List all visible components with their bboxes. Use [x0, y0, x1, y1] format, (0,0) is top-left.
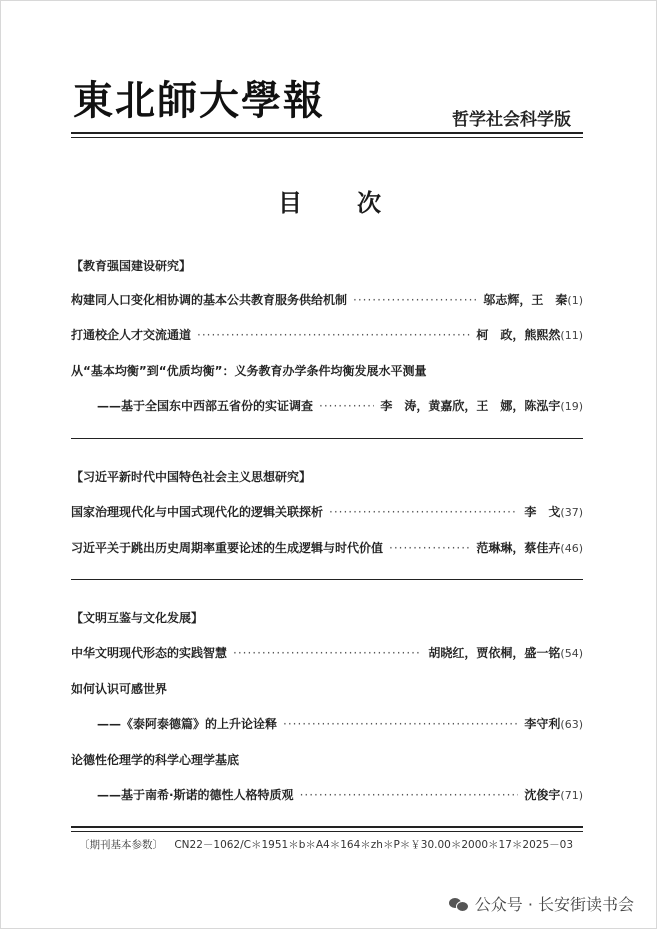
entry-authors: 胡晓红，贾依桐，盛一铭: [428, 646, 561, 660]
entry-page: (71): [560, 789, 583, 802]
leader-dots: [283, 717, 518, 731]
leader-dots: [197, 328, 470, 342]
toc-entry[interactable]: [97, 715, 583, 732]
entry-page: (37): [560, 506, 583, 519]
entry-page: (63): [560, 718, 583, 731]
entry-title: 打通校企人才交流通道: [71, 328, 192, 342]
entry-authors: 李守利: [524, 717, 561, 731]
entry-page: (54): [560, 647, 583, 660]
section-title: 【教育强国建设研究】: [71, 259, 192, 273]
entry-subtitle: ——《泰阿泰德篇》的上升论诠释: [97, 717, 278, 731]
entry-page: (19): [560, 400, 583, 413]
footer-rule-bottom: [71, 831, 583, 832]
entry-subtitle: ——基于全国东中西部五省份的实证调查: [97, 399, 314, 413]
section-title: 【文明互鉴与文化发展】: [71, 611, 204, 625]
toc-entry[interactable]: [71, 503, 583, 520]
entry-authors: 柯 政，熊熙然: [476, 328, 561, 342]
toc-entry[interactable]: [71, 326, 583, 343]
entry-authors: 范琳琳，蔡佳卉: [476, 541, 561, 555]
footer-rule-top: [71, 826, 583, 828]
toc-entry[interactable]: [97, 786, 583, 803]
entry-authors: 李 戈: [524, 505, 561, 519]
toc-heading: 目次: [278, 189, 436, 217]
entry-title: 国家治理现代化与中国式现代化的逻辑关联探析: [71, 505, 324, 519]
journal-title: 東北師大學報: [73, 77, 325, 124]
entry-title: 如何认识可感世界: [71, 682, 168, 696]
entry-authors: 邬志辉，王 秦: [483, 293, 568, 307]
entry-page: (11): [560, 329, 583, 342]
leader-dots: [319, 399, 374, 413]
wechat-icon: [449, 896, 469, 912]
leader-dots: [329, 505, 518, 519]
leader-dots: [353, 293, 477, 307]
toc-entry-title-line[interactable]: [71, 362, 583, 379]
entry-title: 论德性伦理学的科学心理学基底: [71, 753, 240, 767]
masthead-rule-top: [71, 132, 583, 134]
leader-dots: [233, 646, 422, 660]
toc-entry[interactable]: [71, 539, 583, 556]
watermark-text: 公众号 · 长安街读书会: [474, 895, 634, 914]
toc-entry-title-line[interactable]: [71, 680, 583, 697]
leader-dots: [389, 541, 470, 555]
leader-dots: [300, 788, 519, 802]
entry-page: (46): [560, 542, 583, 555]
section-divider: [71, 438, 583, 439]
entry-title: 中华文明现代形态的实践智慧: [71, 646, 228, 660]
watermark: [449, 892, 634, 915]
entry-title: 从“基本均衡”到“优质均衡”：义务教育办学条件均衡发展水平测量: [71, 364, 427, 378]
entry-title: 习近平关于跳出历史周期率重要论述的生成逻辑与时代价值: [71, 541, 384, 555]
entry-subtitle: ——基于南希·斯诺的德性人格特质观: [97, 788, 294, 802]
section-title: 【习近平新时代中国特色社会主义思想研究】: [71, 470, 312, 484]
entry-authors: 李 涛，黄嘉欣，王 娜，陈泓宇: [380, 399, 561, 413]
toc-entry[interactable]: [97, 397, 583, 414]
toc-entry[interactable]: [71, 291, 583, 308]
toc-entry-title-line[interactable]: [71, 751, 583, 768]
journal-params: [79, 837, 573, 852]
entry-authors: 沈俊宇: [524, 788, 561, 802]
journal-edition: 哲学社会科学版: [452, 110, 571, 130]
entry-title: 构建同人口变化相协调的基本公共教育服务供给机制: [71, 293, 348, 307]
masthead-rule-bottom: [71, 137, 583, 138]
params-value: CN22－1062/C＊1951＊b＊A4＊164＊zh＊P＊￥30.00＊2000＊17＊2025－03: [174, 839, 573, 851]
section-divider: [71, 579, 583, 580]
params-label: 〔期刊基本参数〕: [79, 839, 163, 851]
toc-entry[interactable]: [71, 644, 583, 661]
entry-page: (1): [567, 294, 583, 307]
